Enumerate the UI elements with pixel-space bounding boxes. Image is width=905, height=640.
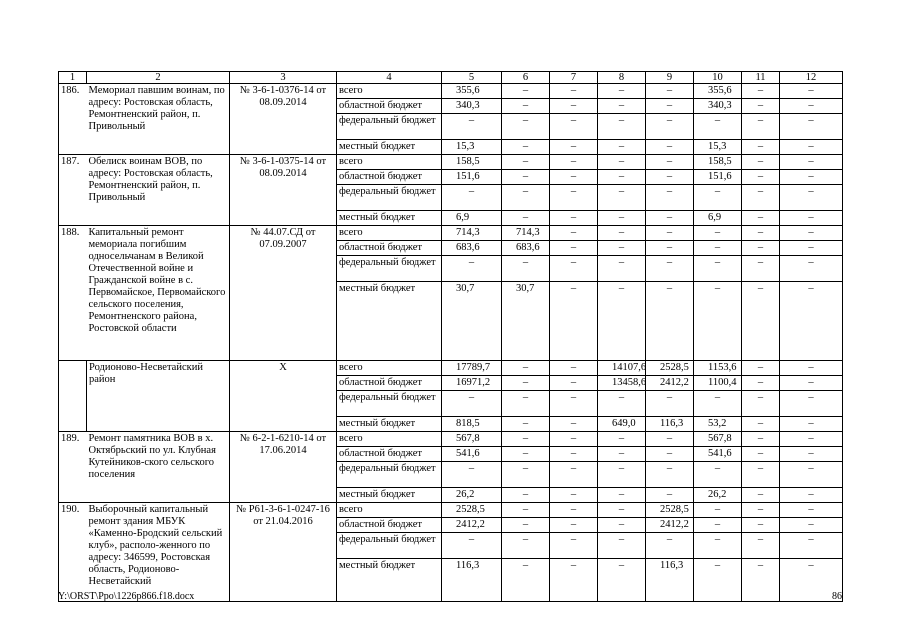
amount-cell: –: [742, 518, 780, 533]
amount-cell: –: [502, 211, 550, 226]
amount-cell: 158,5: [442, 155, 502, 170]
amount-cell: –: [780, 376, 843, 391]
amount-cell: –: [598, 432, 646, 447]
funding-source: федеральный бюджет: [337, 533, 442, 559]
amount-cell: –: [780, 488, 843, 503]
document-reference: Х: [230, 361, 337, 432]
amount-cell: –: [550, 432, 598, 447]
table-row: [59, 503, 843, 518]
funding-source: местный бюджет: [337, 559, 442, 602]
amount-cell: –: [502, 447, 550, 462]
amount-cell: 116,3: [646, 559, 694, 602]
amount-cell: –: [550, 361, 598, 376]
amount-cell: –: [780, 99, 843, 114]
amount-cell: –: [598, 226, 646, 241]
amount-cell: –: [742, 447, 780, 462]
funding-source: местный бюджет: [337, 282, 442, 361]
amount-cell: 541,6: [442, 447, 502, 462]
amount-cell: –: [550, 84, 598, 99]
item-number: 187.: [59, 155, 87, 226]
table-row: [59, 432, 843, 447]
amount-cell: –: [742, 376, 780, 391]
amount-cell: –: [646, 533, 694, 559]
amount-cell: –: [780, 417, 843, 432]
funding-source: федеральный бюджет: [337, 256, 442, 282]
amount-cell: –: [550, 447, 598, 462]
budget-table-container: [58, 71, 842, 602]
amount-cell: –: [550, 256, 598, 282]
document-reference: № 3-6-1-0375-14 от 08.09.2014: [230, 155, 337, 226]
amount-cell: –: [742, 140, 780, 155]
amount-cell: 1153,6: [694, 361, 742, 376]
page-number: 86: [832, 591, 842, 602]
amount-cell: 355,6: [442, 84, 502, 99]
amount-cell: –: [550, 462, 598, 488]
amount-cell: –: [694, 282, 742, 361]
amount-cell: –: [694, 503, 742, 518]
amount-cell: –: [442, 256, 502, 282]
amount-cell: –: [646, 462, 694, 488]
amount-cell: –: [646, 241, 694, 256]
amount-cell: –: [502, 488, 550, 503]
amount-cell: –: [780, 462, 843, 488]
column-number: 6: [502, 72, 550, 84]
amount-cell: –: [742, 559, 780, 602]
amount-cell: –: [646, 99, 694, 114]
amount-cell: 15,3: [442, 140, 502, 155]
amount-cell: –: [742, 185, 780, 211]
amount-cell: –: [780, 84, 843, 99]
amount-cell: 116,3: [646, 417, 694, 432]
amount-cell: –: [694, 462, 742, 488]
amount-cell: –: [550, 282, 598, 361]
document-reference: № 6-2-1-6210-14 от 17.06.2014: [230, 432, 337, 503]
object-name: Капитальный ремонт мемориала погибшим односельчанам в Великой Отечественной войне и Гражданской войне в с. Первомайское, Первомайского сельского поселения, Ремонтненского района, Ростовской области: [87, 226, 230, 361]
amount-cell: –: [780, 559, 843, 602]
amount-cell: 151,6: [442, 170, 502, 185]
amount-cell: –: [502, 417, 550, 432]
amount-cell: –: [598, 170, 646, 185]
amount-cell: 649,0: [598, 417, 646, 432]
amount-cell: –: [780, 114, 843, 140]
table-row: [59, 226, 843, 241]
amount-cell: –: [694, 559, 742, 602]
amount-cell: –: [502, 114, 550, 140]
amount-cell: 30,7: [502, 282, 550, 361]
amount-cell: 26,2: [442, 488, 502, 503]
column-number: 2: [87, 72, 230, 84]
amount-cell: –: [598, 256, 646, 282]
amount-cell: –: [502, 84, 550, 99]
column-number: 3: [230, 72, 337, 84]
amount-cell: –: [742, 256, 780, 282]
amount-cell: 30,7: [442, 282, 502, 361]
amount-cell: –: [780, 518, 843, 533]
amount-cell: 17789,7: [442, 361, 502, 376]
amount-cell: –: [694, 533, 742, 559]
amount-cell: –: [502, 140, 550, 155]
amount-cell: –: [502, 185, 550, 211]
amount-cell: –: [742, 503, 780, 518]
amount-cell: 567,8: [442, 432, 502, 447]
amount-cell: –: [780, 140, 843, 155]
column-number: 12: [780, 72, 843, 84]
amount-cell: –: [694, 226, 742, 241]
funding-source: областной бюджет: [337, 241, 442, 256]
amount-cell: –: [502, 518, 550, 533]
amount-cell: –: [502, 462, 550, 488]
amount-cell: 2528,5: [646, 503, 694, 518]
amount-cell: –: [598, 185, 646, 211]
amount-cell: –: [550, 488, 598, 503]
budget-table: [58, 71, 843, 602]
object-name: Обелиск воинам ВОВ, по адресу: Ростовская область, Ремонтненский район, п. Привольный: [87, 155, 230, 226]
amount-cell: –: [694, 518, 742, 533]
amount-cell: –: [598, 533, 646, 559]
amount-cell: –: [550, 241, 598, 256]
table-row: [59, 155, 843, 170]
amount-cell: 340,3: [694, 99, 742, 114]
amount-cell: –: [646, 447, 694, 462]
amount-cell: –: [646, 488, 694, 503]
amount-cell: 541,6: [694, 447, 742, 462]
amount-cell: 2412,2: [646, 518, 694, 533]
amount-cell: –: [694, 114, 742, 140]
amount-cell: –: [598, 391, 646, 417]
amount-cell: –: [646, 155, 694, 170]
document-reference: № 3-6-1-0376-14 от 08.09.2014: [230, 84, 337, 155]
amount-cell: –: [646, 432, 694, 447]
amount-cell: –: [780, 282, 843, 361]
amount-cell: –: [694, 241, 742, 256]
amount-cell: –: [550, 99, 598, 114]
amount-cell: –: [550, 391, 598, 417]
document-reference: № Р61-3-6-1-0247-16 от 21.04.2016: [230, 503, 337, 602]
amount-cell: –: [598, 518, 646, 533]
amount-cell: 2528,5: [442, 503, 502, 518]
amount-cell: –: [742, 241, 780, 256]
funding-source: областной бюджет: [337, 518, 442, 533]
amount-cell: –: [598, 241, 646, 256]
amount-cell: –: [502, 559, 550, 602]
amount-cell: –: [502, 376, 550, 391]
amount-cell: 53,2: [694, 417, 742, 432]
amount-cell: –: [646, 226, 694, 241]
amount-cell: –: [780, 170, 843, 185]
funding-source: областной бюджет: [337, 170, 442, 185]
amount-cell: –: [598, 99, 646, 114]
column-number: 10: [694, 72, 742, 84]
amount-cell: –: [646, 170, 694, 185]
amount-cell: 714,3: [442, 226, 502, 241]
table-row: [59, 84, 843, 99]
column-number: 9: [646, 72, 694, 84]
amount-cell: 2412,2: [646, 376, 694, 391]
amount-cell: –: [646, 114, 694, 140]
funding-source: местный бюджет: [337, 211, 442, 226]
amount-cell: –: [780, 533, 843, 559]
table-row: [59, 361, 843, 376]
funding-source: всего: [337, 155, 442, 170]
amount-cell: –: [780, 211, 843, 226]
amount-cell: 714,3: [502, 226, 550, 241]
funding-source: федеральный бюджет: [337, 185, 442, 211]
file-path: Y:\ORST\Ppo\1226p866.f18.docx: [58, 591, 195, 602]
funding-source: федеральный бюджет: [337, 462, 442, 488]
amount-cell: –: [550, 155, 598, 170]
funding-source: местный бюджет: [337, 140, 442, 155]
funding-source: местный бюджет: [337, 488, 442, 503]
item-number: 189.: [59, 432, 87, 503]
amount-cell: 567,8: [694, 432, 742, 447]
amount-cell: –: [646, 282, 694, 361]
object-name: Родионово-Несветайский район: [87, 361, 230, 432]
amount-cell: 683,6: [442, 241, 502, 256]
amount-cell: 2412,2: [442, 518, 502, 533]
amount-cell: 818,5: [442, 417, 502, 432]
amount-cell: –: [780, 503, 843, 518]
column-number: 7: [550, 72, 598, 84]
amount-cell: –: [550, 140, 598, 155]
amount-cell: –: [550, 533, 598, 559]
amount-cell: 2528,5: [646, 361, 694, 376]
amount-cell: –: [742, 417, 780, 432]
object-name: Ремонт памятника ВОВ в х. Октябрьский по ул. Клубная Кутейников-ского сельского поселения: [87, 432, 230, 503]
amount-cell: 15,3: [694, 140, 742, 155]
amount-cell: –: [780, 155, 843, 170]
amount-cell: –: [598, 282, 646, 361]
amount-cell: –: [646, 256, 694, 282]
amount-cell: –: [780, 226, 843, 241]
amount-cell: 340,3: [442, 99, 502, 114]
amount-cell: –: [742, 488, 780, 503]
amount-cell: –: [780, 241, 843, 256]
amount-cell: 13458,6: [598, 376, 646, 391]
amount-cell: 14107,6: [598, 361, 646, 376]
amount-cell: –: [646, 140, 694, 155]
amount-cell: –: [502, 170, 550, 185]
object-name: Мемориал павшим воинам, по адресу: Ростовская область, Ремонтненский район, п. Привольный: [87, 84, 230, 155]
funding-source: всего: [337, 432, 442, 447]
amount-cell: –: [550, 211, 598, 226]
item-number: 190.: [59, 503, 87, 602]
amount-cell: –: [502, 533, 550, 559]
funding-source: всего: [337, 503, 442, 518]
amount-cell: –: [598, 559, 646, 602]
amount-cell: –: [502, 361, 550, 376]
amount-cell: –: [442, 185, 502, 211]
amount-cell: –: [598, 84, 646, 99]
amount-cell: –: [550, 185, 598, 211]
funding-source: федеральный бюджет: [337, 391, 442, 417]
amount-cell: –: [550, 559, 598, 602]
amount-cell: –: [502, 503, 550, 518]
amount-cell: –: [598, 488, 646, 503]
amount-cell: –: [742, 361, 780, 376]
amount-cell: –: [598, 211, 646, 226]
amount-cell: 116,3: [442, 559, 502, 602]
amount-cell: 6,9: [694, 211, 742, 226]
amount-cell: –: [694, 185, 742, 211]
funding-source: всего: [337, 226, 442, 241]
item-number: 188.: [59, 226, 87, 361]
amount-cell: –: [646, 211, 694, 226]
amount-cell: –: [550, 226, 598, 241]
amount-cell: –: [502, 432, 550, 447]
amount-cell: –: [742, 155, 780, 170]
column-number: 11: [742, 72, 780, 84]
amount-cell: –: [742, 533, 780, 559]
item-number: [59, 361, 87, 432]
amount-cell: –: [502, 256, 550, 282]
amount-cell: –: [550, 170, 598, 185]
amount-cell: 6,9: [442, 211, 502, 226]
column-number: 4: [337, 72, 442, 84]
amount-cell: –: [598, 114, 646, 140]
column-number: 1: [59, 72, 87, 84]
amount-cell: –: [780, 447, 843, 462]
amount-cell: –: [780, 256, 843, 282]
amount-cell: –: [742, 170, 780, 185]
funding-source: областной бюджет: [337, 447, 442, 462]
amount-cell: 355,6: [694, 84, 742, 99]
amount-cell: –: [646, 185, 694, 211]
item-number: 186.: [59, 84, 87, 155]
amount-cell: –: [442, 533, 502, 559]
amount-cell: 158,5: [694, 155, 742, 170]
amount-cell: –: [742, 462, 780, 488]
column-number-row: [59, 72, 843, 84]
funding-source: местный бюджет: [337, 417, 442, 432]
amount-cell: –: [742, 226, 780, 241]
amount-cell: –: [742, 282, 780, 361]
amount-cell: –: [694, 256, 742, 282]
amount-cell: –: [646, 391, 694, 417]
amount-cell: 1100,4: [694, 376, 742, 391]
amount-cell: –: [742, 99, 780, 114]
amount-cell: 683,6: [502, 241, 550, 256]
amount-cell: –: [742, 432, 780, 447]
page-footer: [58, 591, 842, 602]
amount-cell: –: [550, 503, 598, 518]
amount-cell: –: [598, 155, 646, 170]
amount-cell: –: [598, 462, 646, 488]
amount-cell: –: [598, 140, 646, 155]
amount-cell: 151,6: [694, 170, 742, 185]
funding-source: областной бюджет: [337, 99, 442, 114]
amount-cell: –: [502, 155, 550, 170]
amount-cell: –: [598, 447, 646, 462]
funding-source: федеральный бюджет: [337, 114, 442, 140]
amount-cell: –: [550, 417, 598, 432]
amount-cell: –: [742, 114, 780, 140]
funding-source: всего: [337, 361, 442, 376]
amount-cell: –: [646, 84, 694, 99]
amount-cell: –: [780, 185, 843, 211]
column-number: 5: [442, 72, 502, 84]
amount-cell: –: [780, 391, 843, 417]
amount-cell: –: [780, 432, 843, 447]
funding-source: всего: [337, 84, 442, 99]
column-number: 8: [598, 72, 646, 84]
amount-cell: –: [442, 114, 502, 140]
amount-cell: –: [550, 518, 598, 533]
amount-cell: –: [598, 503, 646, 518]
amount-cell: 16971,2: [442, 376, 502, 391]
object-name: Выборочный капитальный ремонт здания МБУК «Каменно-Бродский сельский клуб», располо-женного по адресу: 346599, Ростовская область, Родионово-Несветайский: [87, 503, 230, 602]
amount-cell: –: [502, 391, 550, 417]
amount-cell: 26,2: [694, 488, 742, 503]
amount-cell: –: [742, 211, 780, 226]
funding-source: областной бюджет: [337, 376, 442, 391]
amount-cell: –: [742, 391, 780, 417]
amount-cell: –: [550, 114, 598, 140]
amount-cell: –: [442, 391, 502, 417]
document-reference: № 44.07.СД от 07.09.2007: [230, 226, 337, 361]
amount-cell: –: [502, 99, 550, 114]
amount-cell: –: [694, 391, 742, 417]
amount-cell: –: [442, 462, 502, 488]
amount-cell: –: [780, 361, 843, 376]
amount-cell: –: [550, 376, 598, 391]
amount-cell: –: [742, 84, 780, 99]
